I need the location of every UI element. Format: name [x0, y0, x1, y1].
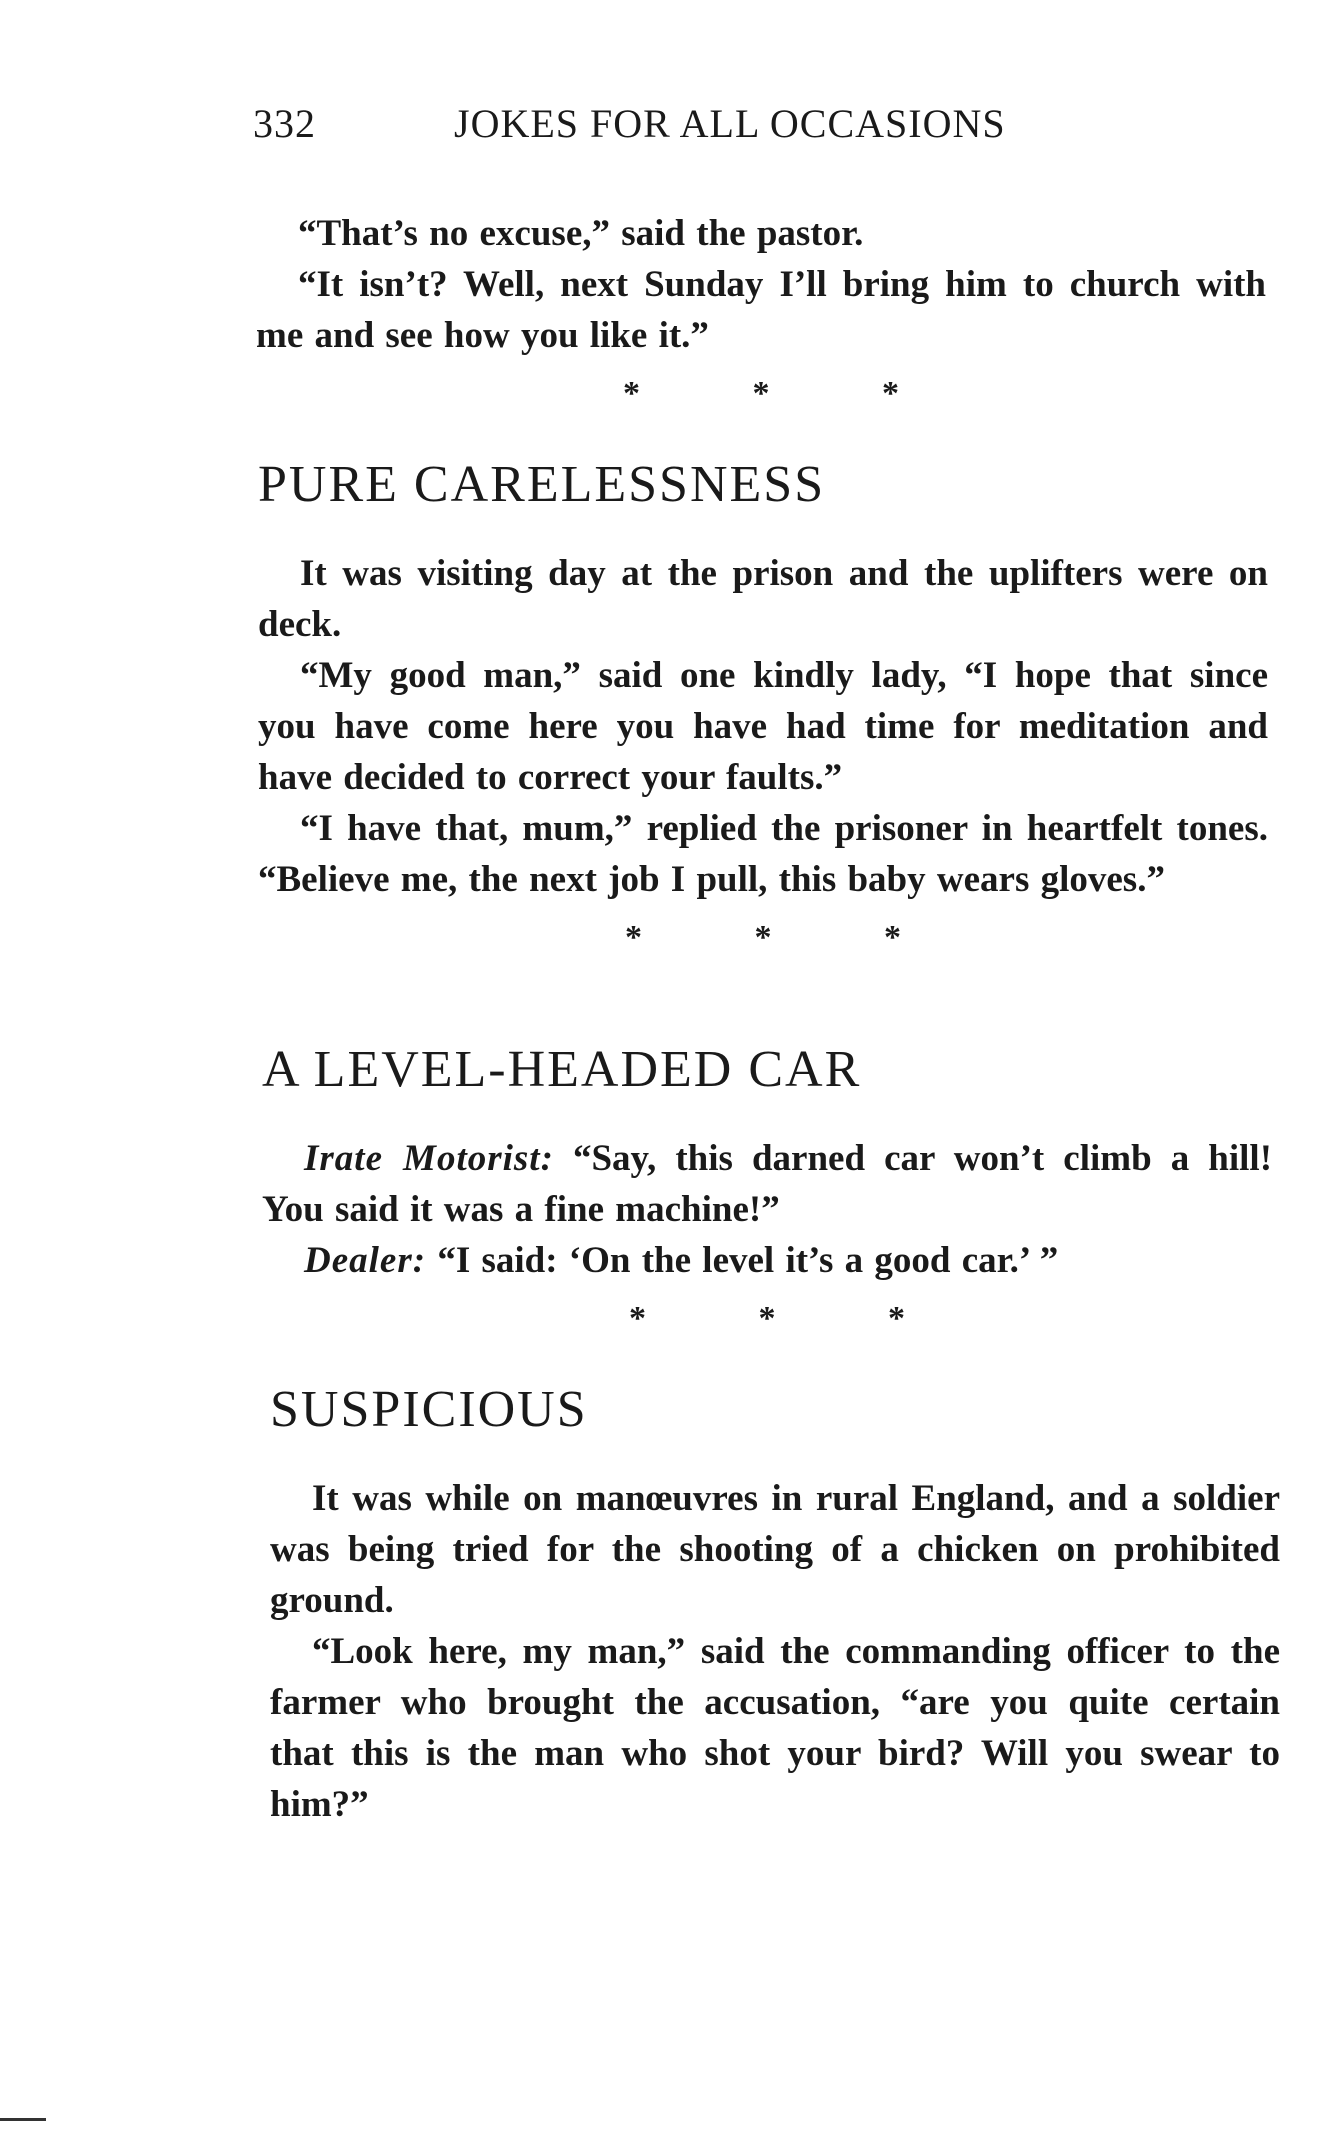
continuation-section	[256, 208, 1266, 415]
paragraph: “My good man,” said one kindly lady, “I hope that since you have come here you have had time for meditation and have decided to correct your faults.”	[258, 655, 1268, 798]
section-separator: * * *	[623, 375, 951, 412]
running-head	[253, 100, 1093, 147]
book-title: JOKES FOR ALL OCCASIONS	[454, 101, 1006, 146]
page-edge-mark	[0, 2118, 46, 2121]
dialogue-text: “I said: ‘On the level it’s a good car.’ ”	[437, 1240, 1059, 1281]
page-number: 332	[253, 101, 316, 146]
paragraph: “I have that, mum,” replied the prisoner in heartfelt tones. “Believe me, the next job I pull, this baby wears gloves.”	[258, 808, 1268, 900]
dialogue-text: “Say, this darned car won’t climb a hill! You said it was a fine machine!”	[262, 1138, 1273, 1230]
joke-title: A LEVEL-HEADED CAR	[262, 1041, 862, 1098]
joke-suspicious	[270, 1380, 1280, 1830]
speaker-label: Dealer:	[304, 1240, 427, 1281]
paragraph: “Look here, my man,” said the commanding officer to the farmer who brought the accusation, “are you quite certain that this is the man who shot your bird? Will you swear to him?”	[270, 1631, 1280, 1825]
dialogue-line	[262, 1235, 1272, 1286]
speaker-label: Irate Motorist:	[304, 1138, 554, 1179]
paragraph: “That’s no excuse,” said the pastor.	[298, 213, 864, 254]
joke-level-headed-car	[262, 1040, 1272, 1340]
joke-pure-carelessness	[258, 455, 1268, 959]
joke-title: SUSPICIOUS	[270, 1381, 588, 1438]
paragraph: It was while on manœuvres in rural England, and a soldier was being tried for the shooting of a chicken on prohibited ground.	[270, 1478, 1280, 1621]
paragraph: It was visiting day at the prison and the uplifters were on deck.	[258, 553, 1268, 645]
joke-title: PURE CARELESSNESS	[258, 456, 826, 513]
paragraph: “It isn’t? Well, next Sunday I’ll bring him to church with me and see how you like it.”	[256, 264, 1266, 356]
dialogue-line	[262, 1133, 1272, 1235]
section-separator: * * *	[629, 1300, 957, 1337]
section-separator: * * *	[625, 919, 953, 956]
